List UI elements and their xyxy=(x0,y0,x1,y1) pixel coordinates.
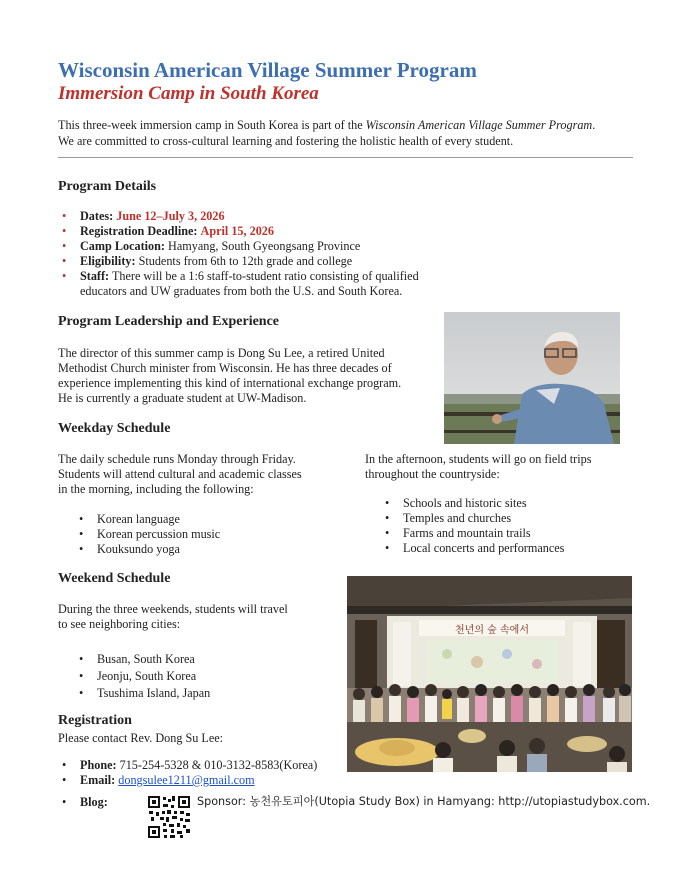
deadline-value: April 15, 2026 xyxy=(200,224,274,238)
leadership-paragraph xyxy=(58,346,438,406)
location-value: Hamyang, South Gyeongsang Province xyxy=(168,239,361,253)
program-details-heading: Program Details xyxy=(58,179,157,194)
weekend-paragraph xyxy=(58,602,338,632)
leadership-heading: Program Leadership and Experience xyxy=(58,314,280,329)
afternoon-trips-list xyxy=(381,496,641,556)
phone-value: 715-254-5328 & 010-3132-8583(Korea) xyxy=(119,758,318,772)
banner-text: 천년의 숲 속에서 xyxy=(455,625,529,636)
list-item: • Jeonju, South Korea xyxy=(75,668,325,685)
program-details-list xyxy=(58,209,478,299)
registration-intro: Please contact Rev. Dong Su Lee: xyxy=(58,731,224,745)
list-item: • Schools and historic sites xyxy=(381,496,641,511)
weekday-afternoon-paragraph xyxy=(365,452,645,482)
qr-code[interactable] xyxy=(147,795,191,839)
qr-code-icon xyxy=(147,795,191,839)
leadership-line: Methodist Church minister from Wisconsin. He has three decades of xyxy=(58,361,392,375)
phone-label: Phone: xyxy=(80,758,117,772)
page-title: Wisconsin American Village Summer Program xyxy=(58,58,477,82)
leadership-line: He is currently a graduate student at UW-Madison. xyxy=(58,391,307,405)
list-item: • Kouksundo yoga xyxy=(75,542,325,557)
list-item xyxy=(58,209,478,224)
list-item: • Busan, South Korea xyxy=(75,651,325,668)
list-item: • Korean percussion music xyxy=(75,527,325,542)
morning-classes-list xyxy=(75,512,325,557)
staff-label: Staff: xyxy=(80,269,110,283)
divider xyxy=(58,157,633,158)
email-link[interactable]: dongsulee1211@gmail.com xyxy=(118,773,255,787)
list-item: • Korean language xyxy=(75,512,325,527)
weekday-morning-line: Students will attend cultural and academic classes xyxy=(58,467,302,481)
weekend-cities-list xyxy=(75,651,325,702)
blog-label: Blog: xyxy=(80,795,108,809)
director-photo xyxy=(444,312,620,444)
list-item: • Temples and churches xyxy=(381,511,641,526)
dates-value: June 12–July 3, 2026 xyxy=(116,209,225,223)
eligibility-value: Students from 6th to 12th grade and college xyxy=(138,254,353,268)
list-item xyxy=(58,795,148,810)
page-subtitle: Immersion Camp in South Korea xyxy=(58,83,319,104)
intro-paragraph xyxy=(58,117,648,149)
email-label: Email: xyxy=(80,773,116,787)
weekend-heading: Weekend Schedule xyxy=(58,571,171,586)
list-item xyxy=(58,224,478,239)
intro-text-before: This three-week immersion camp in South Korea is part of the xyxy=(58,118,366,132)
weekday-afternoon-line: throughout the countryside: xyxy=(365,467,500,481)
intro-program-name: Wisconsin American Village Summer Program xyxy=(365,118,593,132)
weekday-heading: Weekday Schedule xyxy=(58,421,171,436)
list-item xyxy=(58,758,378,773)
weekday-morning-line: in the morning, including the following: xyxy=(58,482,254,496)
list-item: • Tsushima Island, Japan xyxy=(75,685,325,702)
leadership-line: experience implementing this kind of international exchange program. xyxy=(58,376,402,390)
weekend-line: During the three weekends, students will travel xyxy=(58,602,288,616)
list-item xyxy=(58,269,478,299)
group-photo xyxy=(347,576,632,772)
weekday-morning-paragraph xyxy=(58,452,358,497)
blog-list xyxy=(58,795,148,810)
deadline-label: Registration Deadline: xyxy=(80,224,198,238)
intro-line2: We are committed to cross-cultural learning and fostering the holistic health of every student. xyxy=(58,134,514,148)
staff-value-line1: There will be a 1:6 staff-to-student ratio consisting of qualified xyxy=(111,269,419,283)
eligibility-label: Eligibility: xyxy=(80,254,136,268)
list-item: • Local concerts and performances xyxy=(381,541,641,556)
staff-value-line2: educators and UW graduates from both the U.S. and South Korea. xyxy=(80,284,403,298)
weekday-afternoon-line: In the afternoon, students will go on field trips xyxy=(365,452,592,466)
list-item xyxy=(58,773,378,788)
intro-text-after: . xyxy=(592,118,596,132)
sponsor-text: Sponsor: 농천유토피아(Utopia Study Box) in Hamyang: http://utopiastudybox.com. xyxy=(197,795,651,808)
leadership-line: The director of this summer camp is Dong Su Lee, a retired United xyxy=(58,346,385,360)
registration-heading: Registration xyxy=(58,713,132,728)
contact-list xyxy=(58,758,378,788)
list-item xyxy=(58,254,478,269)
dates-label: Dates: xyxy=(80,209,114,223)
weekend-line: to see neighboring cities: xyxy=(58,617,181,631)
list-item xyxy=(58,239,478,254)
group-photo-image xyxy=(347,576,632,772)
director-photo-image xyxy=(444,312,620,444)
weekday-morning-line: The daily schedule runs Monday through Friday. xyxy=(58,452,296,466)
location-label: Camp Location: xyxy=(80,239,165,253)
list-item: • Farms and mountain trails xyxy=(381,526,641,541)
